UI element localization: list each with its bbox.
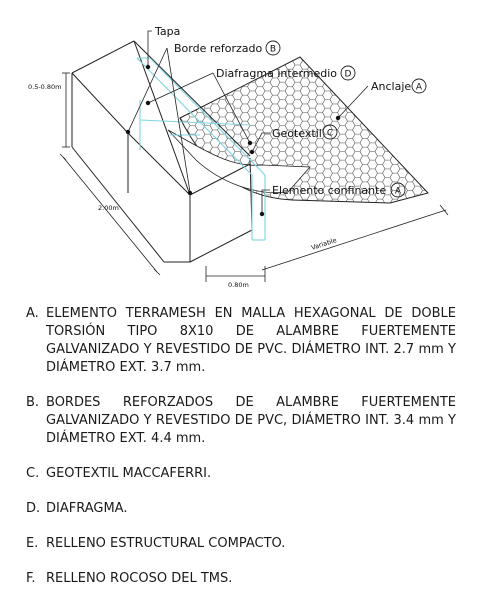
label-diafragma-intermedio: Diafragma intermedio bbox=[216, 67, 338, 80]
label-anclaje: Anclaje bbox=[371, 80, 412, 93]
dimension-variable: Variable bbox=[310, 236, 338, 252]
note-b bbox=[26, 394, 456, 448]
note-key: F. bbox=[26, 571, 36, 586]
terramesh-diagram bbox=[0, 0, 492, 300]
dimension-height: 0.5-0.80m bbox=[28, 83, 62, 91]
note-e bbox=[26, 535, 456, 553]
note-key: D. bbox=[26, 501, 41, 516]
note-f bbox=[26, 570, 456, 588]
note-text: RELLENO ROCOSO DEL TMS. bbox=[46, 571, 233, 586]
letter-a-elemento: A bbox=[394, 186, 402, 197]
label-elemento-confinante: Elemento confinante bbox=[272, 184, 387, 197]
note-text: ELEMENTO TERRAMESH EN MALLA HEXAGONAL DE DOBLE TORSIÓN TIPO 8X10 DE ALAMBRE FUERTEMENTE GALVANIZADO Y REVESTIDO DE PVC. DIÁMETRO INT. 2.7 mm Y DIÁMETRO EXT. 3.7 mm. bbox=[46, 306, 456, 375]
note-text: BORDES REFORZADOS DE ALAMBRE FUERTEMENTE GALVANIZADO Y REVESTIDO DE PVC, DIÁMETRO INT. 3.4 mm Y DIÁMETRO EXT. 4.4 mm. bbox=[46, 395, 456, 446]
dimension-width: 0.80m bbox=[228, 281, 249, 289]
note-text: RELLENO ESTRUCTURAL COMPACTO. bbox=[46, 536, 286, 551]
note-d bbox=[26, 500, 456, 518]
note-key: B. bbox=[26, 395, 40, 410]
note-c bbox=[26, 465, 456, 483]
note-text: GEOTEXTIL MACCAFERRI. bbox=[46, 466, 212, 481]
letter-b: B bbox=[269, 44, 277, 55]
note-key: E. bbox=[26, 536, 39, 551]
notes-list bbox=[26, 305, 456, 605]
note-key: A. bbox=[26, 306, 39, 321]
letter-a-anclaje: A bbox=[415, 82, 423, 93]
note-key: C. bbox=[26, 466, 40, 481]
note-a bbox=[26, 305, 456, 377]
dimension-length: 2.00m bbox=[98, 204, 119, 212]
note-text: DIAFRAGMA. bbox=[46, 501, 128, 516]
label-tapa: Tapa bbox=[155, 25, 181, 38]
label-borde-reforzado: Borde reforzado bbox=[174, 42, 263, 55]
label-geotextil: Geotextil bbox=[272, 127, 322, 140]
letter-d: D bbox=[344, 69, 352, 80]
letter-c: C bbox=[326, 128, 334, 139]
